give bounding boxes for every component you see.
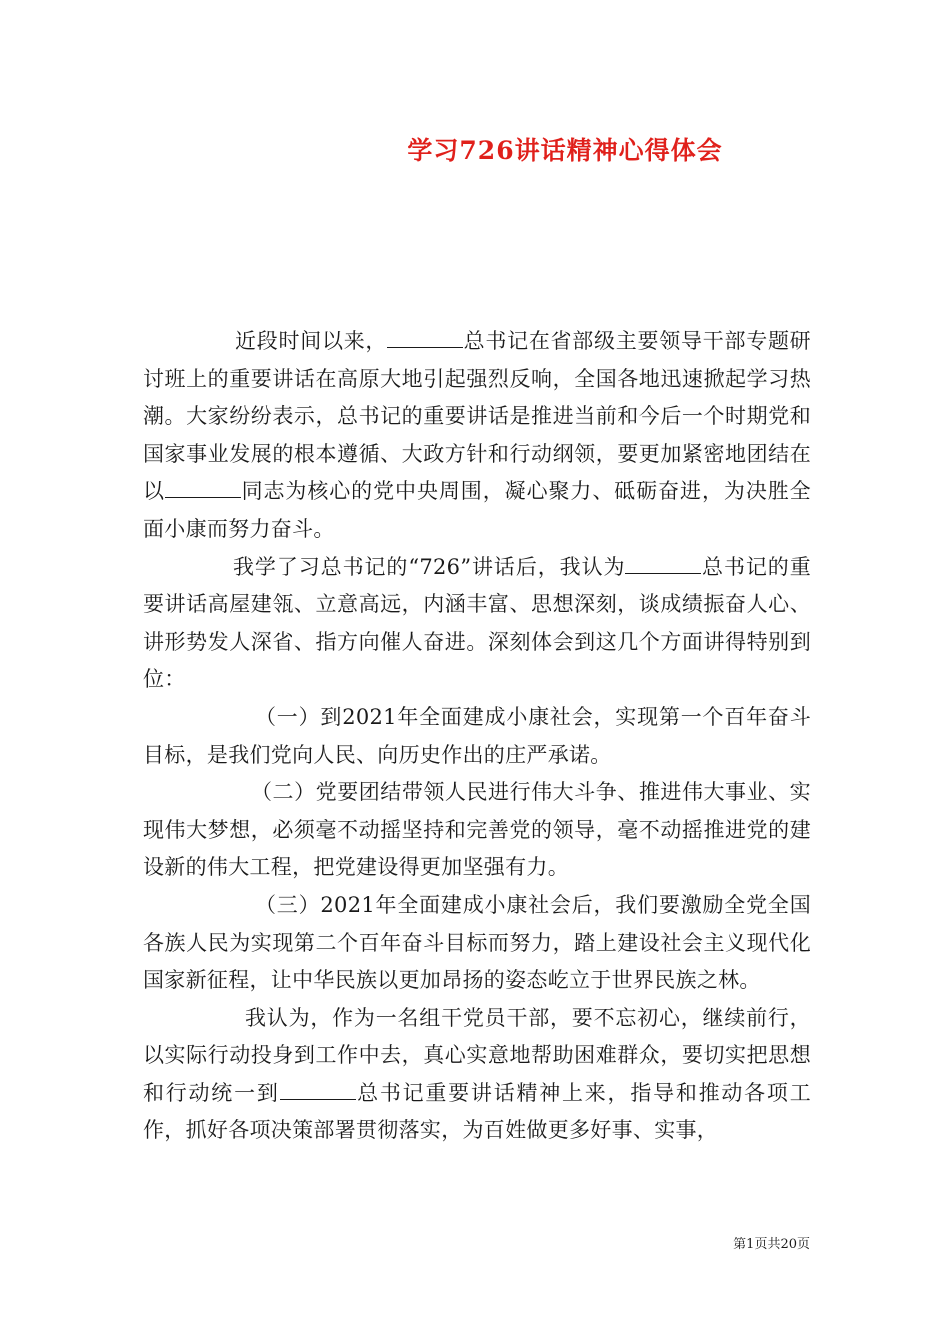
paragraph-6 [143, 1000, 811, 1150]
paragraph-2-text-a: 我学了习总书记的“726”讲话后，我认为 [233, 554, 626, 579]
paragraph-1 [143, 323, 811, 549]
paragraph-4: （二）党要团结带领人民进行伟大斗争、推进伟大事业、实现伟大梦想，必须毫不动摇坚持和完善党的领导，毫不动摇推进党的建设新的伟大工程，把党建设得更加坚强有力。 [143, 780, 811, 880]
paragraph-1-text-b: 总书记在省部级主要领导干部专题研讨班上的重要讲话在高原大地引起强烈反响，全国各地迅速掀起学习热潮。大家纷纷表示，总书记的重要讲话是推进当前和今后一个时期党和国家事业发展的根本遵循、大政方针和行动纲领，要更加紧密地团结在以 [143, 329, 811, 504]
paragraph-6-text-b: 总书记重要讲话精神上来，指导和推动各项工作，抓好各项决策部署贯彻落实，为百姓做更多好事、实事， [143, 1080, 811, 1143]
paragraph-2 [143, 549, 811, 699]
fill-blank [625, 555, 701, 574]
paragraph-2-text-b: 总书记的重要讲话高屋建瓴、立意高远，内涵丰富、思想深刻，谈成绩振奋人心、讲形势发人深省、指方向催人奋进。深刻体会到这几个方面讲得特别到位： [143, 554, 812, 692]
document-title: 学习726讲话精神心得体会 [407, 136, 723, 165]
fill-blank [165, 479, 241, 498]
page-number: 第1页共20页 [733, 1237, 810, 1252]
fill-blank [280, 1081, 356, 1100]
paragraph-5: （三）2021年全面建成小康社会后，我们要激励全党全国各族人民为实现第二个百年奋斗目标而努力，踏上建设社会主义现代化国家新征程，让中华民族以更加昂扬的姿态屹立于世界民族之林。 [143, 892, 811, 993]
paragraph-3: （一）到2021年全面建成小康社会，实现第一个百年奋斗目标，是我们党向人民、向历史作出的庄严承诺。 [143, 704, 811, 767]
paragraph-6-text-a: 我认为，作为一名组干党员干部，要不忘初心，继续前行，以实际行动投身到工作中去，真心实意地帮助困难群众，要切实把思想和行动统一到 [143, 1005, 811, 1105]
fill-blank [387, 329, 463, 348]
document-body [143, 323, 811, 1150]
paragraph-1-text-a: 近段时间以来， [235, 329, 388, 353]
paragraph-1-text-c: 同志为核心的党中央周围，凝心聚力、砥砺奋进，为决胜全面小康而努力奋斗。 [143, 479, 811, 541]
